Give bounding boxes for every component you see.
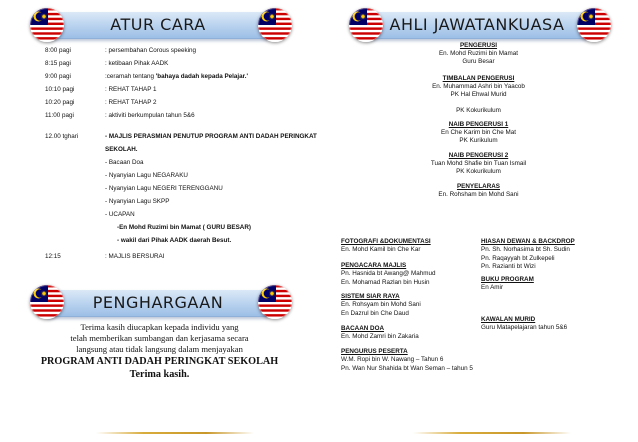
- role-heading: PENYELARAS: [456, 183, 501, 190]
- ahli-jawatankuasa-panel: [319, 0, 638, 442]
- committee-heading: SISTEM SIAR RAYA: [341, 293, 400, 300]
- schedule-time: 9:00 pagi: [45, 73, 71, 80]
- role-line: En. Mohd Ruzimi bin Mamat: [438, 50, 519, 57]
- role-line: PK Kokurikulum: [456, 107, 501, 114]
- schedule-desc: : persembahan Corous speeking: [105, 47, 197, 54]
- penghargaan-banner: [48, 290, 268, 317]
- ceremony-item: - Nyanyian Lagu SKPP: [105, 198, 170, 205]
- committee-line: Pn. Hasnida bt Awang@ Mahmud: [341, 270, 436, 278]
- role-penyelaras: [319, 183, 638, 199]
- role-pengerusi: [319, 42, 638, 66]
- malaysia-flag-icon: [30, 8, 64, 42]
- committee-line: En. Mohd Zamri bin Zakaria: [341, 333, 419, 341]
- malaysia-flag-icon: [577, 8, 611, 42]
- committee-heading: PENGACARA MAJLIS: [341, 262, 407, 269]
- role-line: En. Rohsham bin Mohd Sani: [438, 191, 519, 198]
- role-heading: NAIB PENGERUSI 1: [448, 121, 509, 128]
- thanks-line: telah memberikan sumbangan dan kerjasama secara: [70, 333, 249, 343]
- ceremony-title-cont: SEKOLAH.: [105, 146, 138, 153]
- malaysia-flag-icon: [258, 8, 292, 42]
- ceremony-speaker: - wakil dari Pihak AADK daerah Besut.: [117, 237, 232, 244]
- committee-line: En Dazrul bin Che Daud: [341, 309, 409, 317]
- committee-line: W.M. Ropi bin W. Nawang – Tahun 6: [341, 356, 444, 364]
- schedule-desc-bold: 'bahaya dadah kepada Pelajar.': [155, 73, 249, 80]
- schedule-time: 11:00 pagi: [45, 112, 74, 119]
- jawatankuasa-title: AHLI JAWATANKUASA: [389, 15, 565, 34]
- malaysia-flag-icon: [30, 285, 64, 319]
- schedule-desc: : ketibaan Pihak AADK: [105, 60, 169, 67]
- thanks-line: Terima kasih diucapkan kepada individu yang: [80, 322, 239, 332]
- committee-heading: PENGURUS PESERTA: [341, 348, 408, 355]
- committee-line: En. Rohsyam bin Mohd Sani: [341, 301, 421, 309]
- schedule-desc: : aktiviti berkumpulan tahun 5&6: [105, 112, 195, 119]
- committee-line: Pn. Razianti bt Wizi: [481, 262, 536, 270]
- schedule-time: 12:15: [45, 253, 61, 260]
- ceremony-item: - Nyanyian Lagu NEGERI TERENGGANU: [105, 185, 223, 192]
- schedule-desc: [105, 71, 248, 82]
- committee-kawalan-murid: [481, 316, 567, 333]
- committee-line: Pn. Wan Nur Shahida bt Wan Seman – tahun 5: [341, 364, 473, 372]
- schedule: [45, 45, 315, 270]
- role-line: PK Kurikulum: [459, 137, 498, 144]
- committee-heading: BUKU PROGRAM: [481, 276, 534, 283]
- role-spacer: [319, 99, 638, 107]
- thanks-program: PROGRAM ANTI DADAH PERINGKAT SEKOLAH: [40, 356, 279, 367]
- schedule-desc: : REHAT TAHAP 1: [105, 86, 157, 93]
- committee-line: En. Mohamad Razlan bin Husin: [341, 278, 430, 286]
- gold-divider: [96, 432, 254, 434]
- penghargaan-title: PENGHARGAAN: [92, 293, 224, 312]
- malaysia-flag-icon: [349, 8, 383, 42]
- thanks-line: langsung atau tidak langsung dalam menjayakan: [76, 344, 243, 354]
- role-naib-pengerusi-2: [319, 152, 638, 176]
- role-line: PK Kokurikulum: [456, 168, 501, 175]
- schedule-desc: : MAJLIS BERSURAI: [105, 253, 165, 260]
- committee-pengurus-peserta: [341, 348, 473, 373]
- committee-fotografi: [341, 238, 431, 255]
- ceremony-item: - Bacaan Doa: [105, 159, 144, 166]
- role-heading: TIMBALAN PENGERUSI: [442, 75, 515, 82]
- role-line: Guru Besar: [462, 58, 495, 65]
- committee-line: En Amir: [481, 284, 504, 292]
- committee-line: Guru Matapelajaran tahun 5&6: [481, 324, 568, 332]
- schedule-desc: : REHAT TAHAP 2: [105, 99, 157, 106]
- role-naib-pengerusi-1: [319, 121, 638, 145]
- ceremony-item: - Nyanyian Lagu NEGARAKU: [105, 172, 188, 179]
- committee-heading: HIASAN DEWAN & BACKDROP: [481, 238, 575, 245]
- gold-divider: [413, 432, 571, 434]
- committee-heading: KAWALAN MURID: [481, 316, 536, 323]
- committee-heading: FOTOGRAFI &DOKUMENTASI: [341, 238, 431, 245]
- schedule-desc-text: :ceramah tentang: [105, 73, 156, 80]
- ceremony-item: - UCAPAN: [105, 211, 135, 218]
- ceremony-title: - MAJLIS PERASMIAN PENUTUP PROGRAM ANTI DADAH PERINGKAT: [105, 133, 317, 140]
- committee-line: Pn. Raqayyah bt Zulkepeli: [481, 254, 555, 262]
- committee-siar-raya: [341, 293, 421, 318]
- thanks-closing: Terima kasih.: [129, 369, 190, 380]
- role-timbalan-pengerusi: [319, 75, 638, 115]
- malaysia-flag-icon: [258, 285, 292, 319]
- committee-buku-program: [481, 276, 534, 293]
- role-heading: PENGERUSI: [459, 42, 498, 49]
- schedule-time: 8:15 pagi: [45, 60, 71, 67]
- committee-heading: BACAAN DOA: [341, 325, 385, 332]
- role-line: Tuan Mohd Shafie bin Tuan Ismail: [430, 160, 527, 167]
- jawatankuasa-banner: [367, 12, 587, 39]
- schedule-time: 10:20 pagi: [45, 99, 75, 106]
- committee-line: Pn. Sh. Norhasima bt Sh. Sudin: [481, 246, 570, 254]
- role-line: En Che Karim bin Che Mat: [441, 129, 516, 136]
- ceremony-speaker: -En Mohd Ruzimi bin Mamat ( GURU BESAR): [117, 224, 251, 231]
- schedule-time: 12.00 tghari: [45, 133, 79, 140]
- role-line: PK Hal Ehwal Murid: [450, 91, 507, 98]
- committee-hiasan-dewan: [481, 238, 575, 271]
- role-line: En. Muhammad Ashri bin Yaacob: [432, 83, 525, 90]
- role-heading: NAIB PENGERUSI 2: [448, 152, 509, 159]
- schedule-time: 10:10 pagi: [45, 86, 75, 93]
- committee-bacaan-doa: [341, 325, 419, 342]
- committee-pengacara: [341, 262, 436, 287]
- atur-cara-banner: [48, 12, 268, 39]
- atur-cara-title: ATUR CARA: [110, 15, 206, 34]
- committee-line: En. Mohd Kamil bin Che Kar: [341, 246, 421, 254]
- schedule-time: 8:00 pagi: [45, 47, 71, 54]
